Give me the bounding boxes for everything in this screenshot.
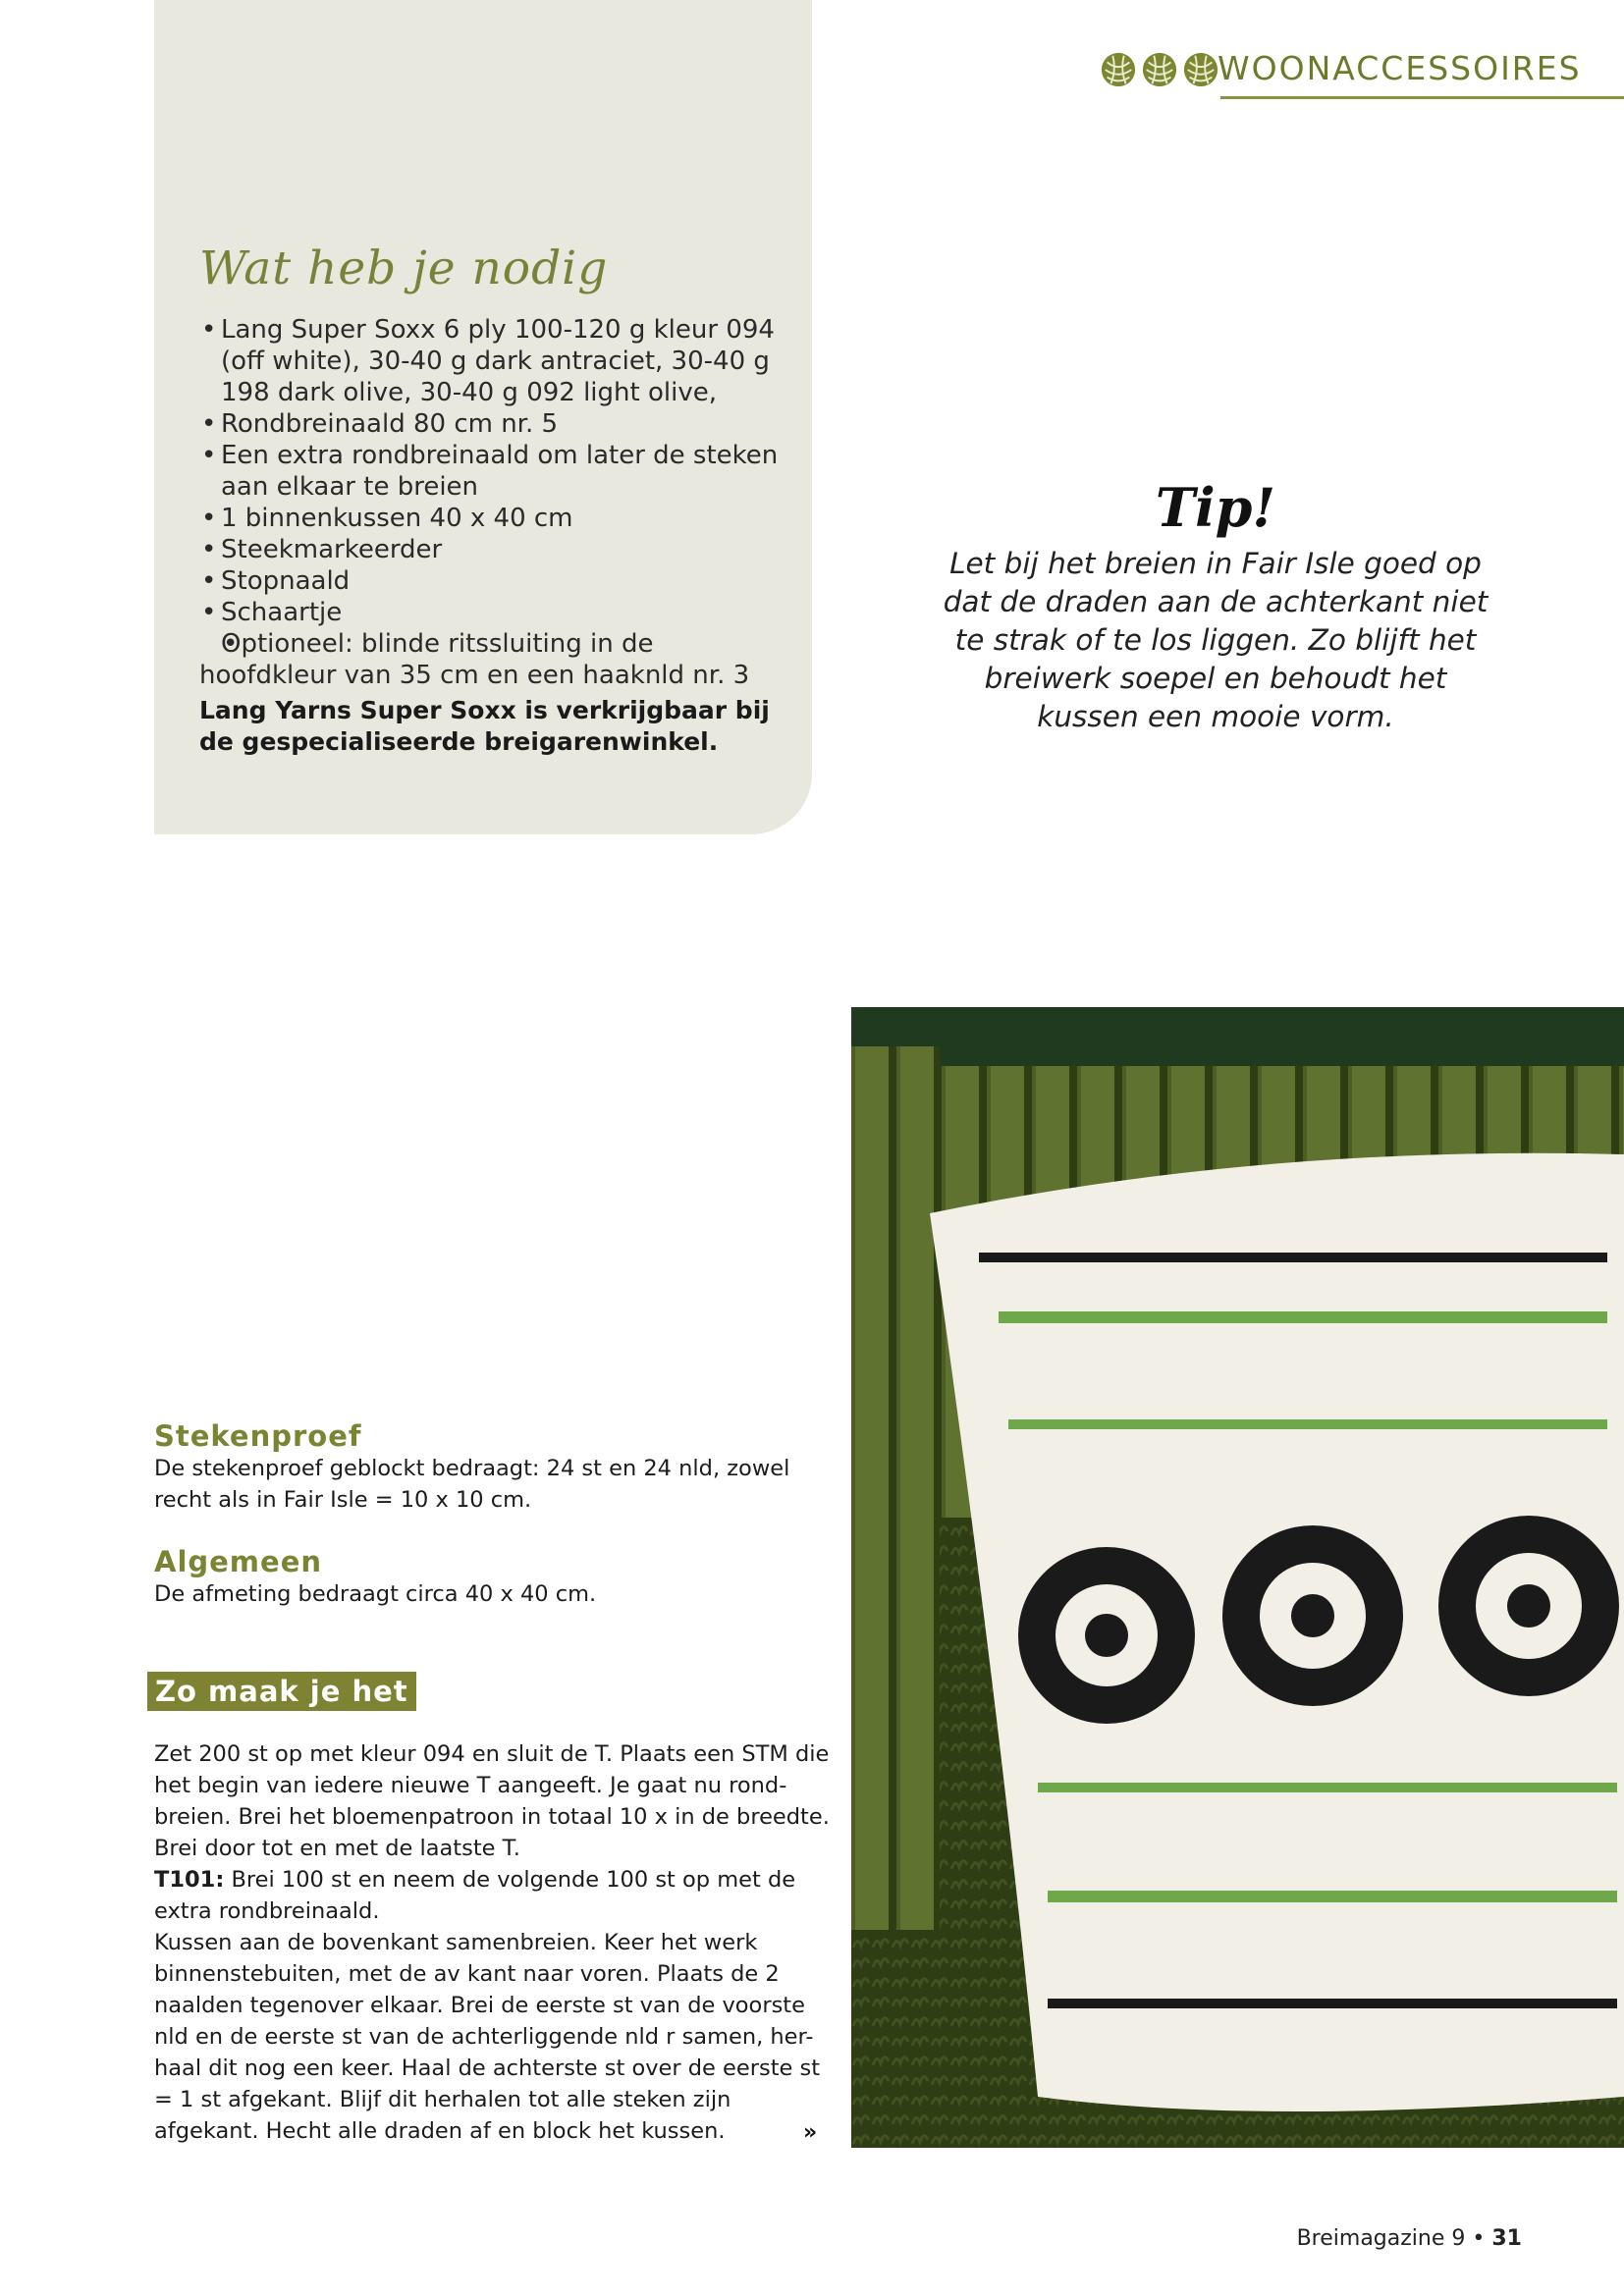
tension-text: De stekenproef geblockt bedraagt: 24 st en 24 nld, zowel recht als in Fair Isle = 10 x 10 cm.: [154, 1456, 790, 1513]
general-section: [154, 1545, 822, 1610]
section-title: WOONACCESSOIRES: [1218, 49, 1582, 87]
cushion-illustration: [851, 1007, 1624, 2148]
materials-panel: [154, 0, 812, 834]
page-footer: [1227, 2226, 1522, 2251]
instructions-row: [154, 1864, 832, 1927]
availability-note: Lang Yarns Super Soxx is verkrijgbaar bij de gespecialiseerde breigarenwinkel.: [199, 696, 770, 756]
yarn-ball-icon: [1182, 51, 1219, 88]
section-header: [1100, 47, 1624, 100]
tension-section: [154, 1419, 822, 1516]
magazine-name: Breimagazine 9: [1296, 2226, 1466, 2251]
page-number: 31: [1491, 2226, 1522, 2251]
general-text: De afmeting bedraagt circa 40 x 40 cm.: [154, 1581, 597, 1607]
list-item: • Stopnaald: [199, 565, 779, 597]
tip-text: Let bij het breien in Fair Isle goed op dat de draden aan de achterkant niet te strak of te los liggen. Zo blijft het breiwerk soepel en behoudt het kussen een mooie vorm.: [943, 547, 1489, 733]
yarn-ball-icon: [1141, 51, 1178, 88]
list-item: • Rondbreinaald 80 cm nr. 5: [199, 408, 779, 440]
materials-list: [199, 314, 779, 691]
list-item: • Steekmarkeerder: [199, 534, 779, 565]
list-item: • Schaartje: [199, 597, 779, 628]
row-text: Brei 100 st en neem de volgende 100 st op met de extra rondbreinaald.: [154, 1867, 796, 1924]
continue-arrow-icon: »: [803, 2120, 818, 2145]
tip-title: Tip!: [1155, 476, 1276, 539]
list-item: • 1 binnenkussen 40 x 40 cm: [199, 503, 779, 534]
tension-heading: Stekenproef: [154, 1419, 362, 1453]
cushion-photo: [851, 1007, 1624, 2148]
materials-title: Wat heb je nodig: [199, 241, 609, 295]
tip-box: [941, 476, 1490, 736]
footer-separator: •: [1472, 2226, 1486, 2251]
instructions-finishing: Kussen aan de bovenkant samenbreien. Keer het werk binnenstebuiten, met de av kant naar voren. Plaats de 2 naalden tegenover elkaar. Brei de eerste st van de voorste nld en de eerste st van de achterliggende nld r samen, her-haal dit nog een keer. Haal de achterste st over de eerste st = 1 st afgekant. Blijf dit herhalen tot alle steken zijn afgekant. Hecht alle draden af en block het kussen.: [154, 1930, 821, 2144]
yarn-ball-icon: [1100, 51, 1137, 88]
instructions-body: [154, 1738, 832, 2147]
general-heading: Algemeen: [154, 1545, 323, 1578]
header-divider: [1220, 96, 1624, 99]
list-item: • Lang Super Soxx 6 ply 100-120 g kleur 094 (off white), 30-40 g dark antraciet, 30-40 g 198 dark olive, 30-40 g 092 light olive,: [199, 314, 779, 408]
row-label: T101:: [154, 1867, 225, 1893]
list-item: • Optioneel: blinde ritssluiting in de hoofdkleur van 35 cm en een haaknld nr. 3: [199, 628, 779, 691]
instructions-intro: Zet 200 st op met kleur 094 en sluit de T. Plaats een STM die het begin van iedere nieuwe T aangeeft. Je gaat nu rond-breien. Brei het bloemenpatroon in totaal 10 x in de breedte. Brei door tot en met de laatste T.: [154, 1741, 830, 1861]
list-item: • Een extra rondbreinaald om later de steken aan elkaar te breien: [199, 440, 779, 503]
yarn-icons: [1100, 51, 1219, 88]
instructions-heading: Zo maak je het: [147, 1672, 416, 1711]
